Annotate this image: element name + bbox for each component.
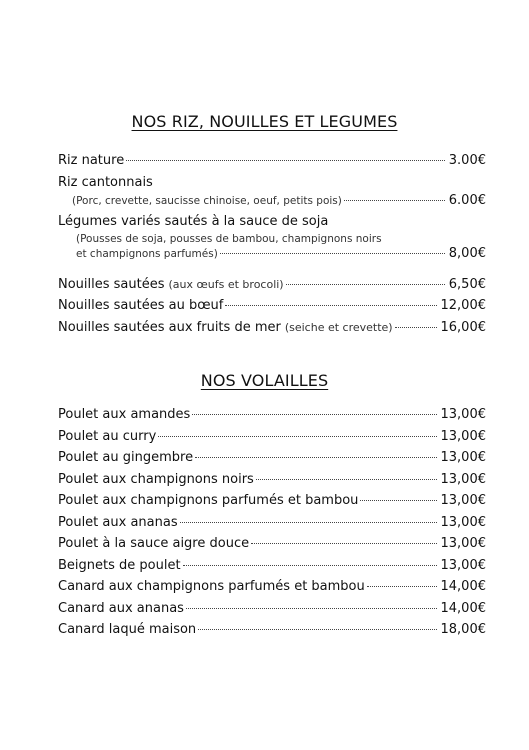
item-price: 12,00€ [440,298,486,313]
item-name: Beignets de poulet [58,557,181,573]
item-name: Nouilles sautées aux fruits de mer [58,319,281,335]
menu-item [58,193,486,209]
dot-leader [180,522,437,523]
dot-leader [395,327,437,328]
menu-item [58,490,486,512]
dot-leader [158,436,436,437]
item-detail: (Porc, crevette, saucisse chinoise, oeuf, petits pois) [72,194,342,207]
item-name: Poulet au curry [58,428,157,444]
dot-leader [126,160,445,161]
item-price: 6.00€ [448,192,486,208]
dot-leader [195,457,436,458]
item-price: 18,00€ [440,622,486,637]
item-price: 16,00€ [440,319,486,335]
menu-item [58,555,486,577]
section-title-volailles: NOS VOLAILLES [200,371,329,390]
item-name: Canard aux champignons parfumés et bambou [58,579,365,594]
dot-leader [286,284,445,285]
item-note: (aux œufs et brocoli) [168,277,284,291]
dot-leader [186,608,437,609]
item-price: 6,50€ [448,276,486,292]
dot-leader [360,500,436,501]
menu-item [58,404,486,426]
item-price: 13,00€ [440,493,486,508]
menu-item [58,246,486,262]
item-detail: et champignons parfumés) [76,247,218,260]
item-name: Canard aux ananas [58,600,184,616]
menu-item [58,150,486,172]
item-price: 13,00€ [440,536,486,551]
menu-item [58,295,486,317]
item-price: 14,00€ [440,600,486,616]
item-price: 13,00€ [440,471,486,487]
item-price: 8,00€ [448,245,486,261]
item-name: Poulet à la sauce aigre douce [58,536,250,551]
menu-item [58,274,486,296]
dot-leader [367,586,437,587]
item-price: 13,00€ [440,450,486,465]
dot-leader [344,200,445,201]
menu-list-volailles [58,404,486,641]
item-note: (seiche et crevette) [284,320,393,334]
item-price: 13,00€ [440,557,486,573]
item-price: 14,00€ [440,579,486,594]
menu-item [58,533,486,555]
item-name: Poulet aux champignons parfumés et bambou [58,493,359,508]
dot-leader [198,629,436,630]
item-name: Canard laqué maison [58,622,197,637]
item-name: Poulet aux ananas [58,514,178,530]
menu-item [58,619,486,641]
item-detail: (Pousses de soja, pousses de bambou, champignons noirs [76,232,382,245]
menu-item [58,598,486,620]
menu-item [58,447,486,469]
menu-list-riz [58,150,486,338]
item-name: Riz nature [58,153,125,168]
menu-item [58,512,486,534]
item-price: 3.00€ [448,153,486,168]
item-price: 13,00€ [440,407,486,422]
item-price: 13,00€ [440,428,486,444]
item-name: Légumes variés sautés à la sauce de soja [58,213,329,229]
dot-leader [256,479,437,480]
menu-item [58,469,486,491]
dot-leader [192,414,436,415]
item-name: Poulet aux amandes [58,407,191,422]
item-name: Nouilles sautées [58,276,165,292]
section-title-riz: NOS RIZ, NOUILLES ET LEGUMES [131,112,398,131]
item-name: Riz cantonnais [58,174,153,190]
menu-item [58,317,486,339]
dot-leader [183,565,437,566]
dot-leader [251,543,436,544]
item-name: Poulet au gingembre [58,450,194,465]
item-name: Nouilles sautées au bœuf [58,298,224,313]
dot-leader [220,253,445,254]
menu-item [58,426,486,448]
item-name: Poulet aux champignons noirs [58,471,254,487]
dot-leader [225,305,436,306]
item-price: 13,00€ [440,514,486,530]
menu-item [58,576,486,598]
